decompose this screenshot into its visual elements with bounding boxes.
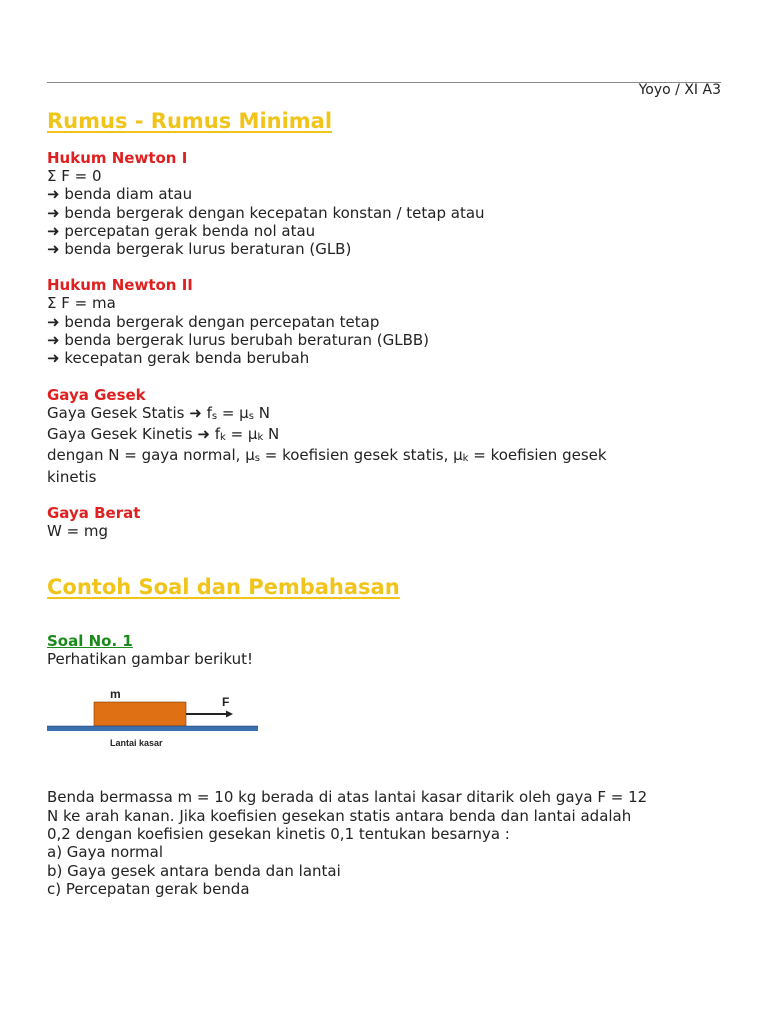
heading-friction: Gaya Gesek [47, 385, 146, 404]
mass-label: m [110, 687, 121, 702]
formula-line: ➜ benda diam atau [47, 185, 193, 204]
problem-title: Soal No. 1 [47, 632, 133, 651]
heading-weight: Gaya Berat [47, 503, 141, 522]
section-title-examples: Contoh Soal dan Pembahasan [47, 575, 400, 600]
question-b: b) Gaya gesek antara benda dan lantai [47, 861, 341, 880]
author-label: Yoyo / XI A3 [638, 82, 721, 98]
formula-line: Σ F = 0 [47, 167, 102, 185]
static-friction-formula: Gaya Gesek Statis ➜ fs = μs N [47, 403, 270, 422]
formula-line: ➜ benda bergerak lurus berubah beraturan (GLBB) [47, 331, 430, 350]
question-a: a) Gaya normal [47, 843, 164, 862]
block-on-floor-diagram [47, 682, 262, 762]
formula-line: ➜ benda bergerak lurus beraturan (GLB) [47, 240, 352, 259]
heading-newton-1: Hukum Newton I [47, 149, 188, 167]
formula-line: ➜ percepatan gerak benda nol atau [47, 221, 316, 240]
formula-line: ➜ benda bergerak dengan kecepatan konstan / tetap atau [47, 203, 485, 222]
arrow-head-icon [226, 711, 233, 718]
problem-body-line: N ke arah kanan. Jika koefisien gesekan statis antara benda dan lantai adalah [47, 806, 632, 825]
problem-intro: Perhatikan gambar berikut! [47, 650, 253, 669]
heading-newton-2: Hukum Newton II [47, 276, 193, 295]
formula-line: ➜ kecepatan gerak benda berubah [47, 349, 310, 368]
document-body [47, 106, 721, 898]
kinetic-friction-formula: Gaya Gesek Kinetis ➜ fk = μk N [47, 424, 280, 443]
problem-body-line: 0,2 dengan koefisien gesekan kinetis 0,1 tentukan besarnya : [47, 825, 510, 844]
problem-body-line: Benda bermassa m = 10 kg berada di atas lantai kasar ditarik oleh gaya F = 12 [47, 788, 648, 807]
block [94, 702, 186, 726]
force-label: F [222, 695, 230, 710]
floor [47, 726, 258, 731]
friction-definition-cont: kinetis [47, 467, 97, 486]
header-rule [47, 82, 721, 83]
formula-line: W = mg [47, 521, 109, 540]
formula-line: ➜ benda bergerak dengan percepatan tetap [47, 312, 380, 331]
friction-definition: dengan N = gaya normal, μs = koefisien gesek statis, μk = koefisien gesek [47, 446, 607, 465]
formula-line: Σ F = ma [47, 294, 116, 313]
section-title-formulas: Rumus - Rumus Minimal [47, 109, 333, 133]
floor-label: Lantai kasar [110, 738, 163, 749]
question-c: c) Percepatan gerak benda [47, 879, 250, 898]
